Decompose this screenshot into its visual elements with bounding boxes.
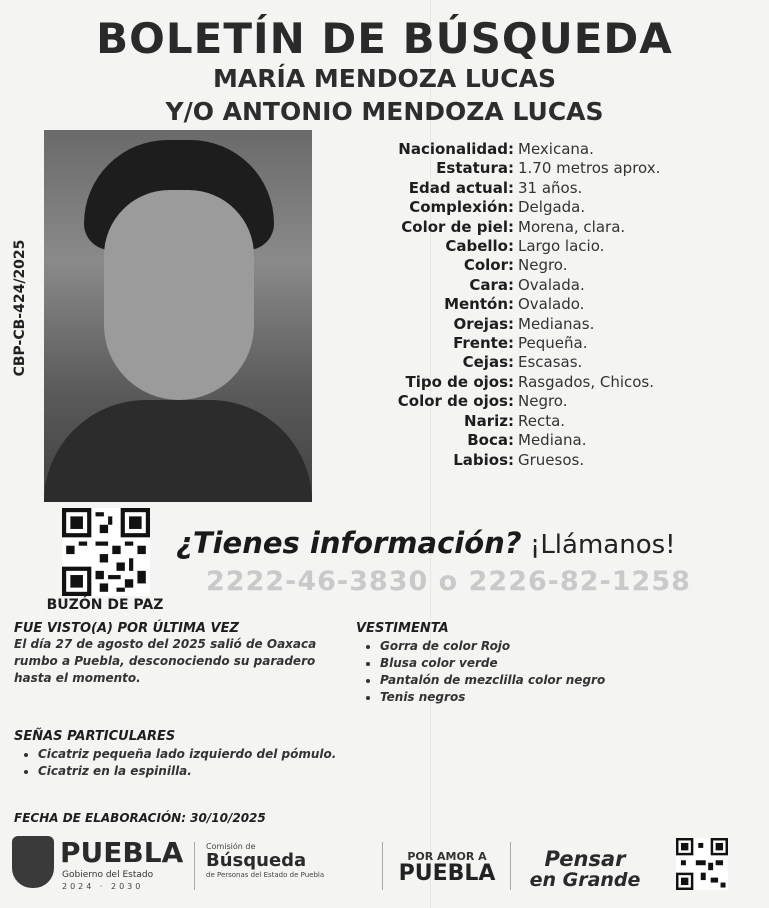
detail-row [330, 295, 760, 314]
detail-row [330, 179, 760, 198]
detail-label: Orejas: [453, 314, 514, 333]
detail-value: Rasgados, Chicos. [518, 372, 655, 391]
detail-row [330, 140, 760, 159]
detail-value: 31 años. [518, 178, 583, 197]
detail-row [330, 218, 760, 237]
detail-value: Morena, clara. [518, 217, 626, 236]
detail-row [330, 431, 760, 450]
detail-label: Color de piel: [401, 217, 514, 236]
detail-value: Recta. [518, 411, 566, 430]
detail-row [330, 198, 760, 217]
footer-logos [0, 832, 769, 902]
physical-details [330, 140, 760, 470]
detail-value: Pequeña. [518, 334, 588, 353]
detail-value: Medianas. [518, 314, 595, 333]
marks-title: SEÑAS PARTICULARES [14, 729, 176, 744]
detail-label: Cejas: [462, 353, 514, 372]
list-item: • Cicatriz pequeña lado izquierdo del pómulo. [38, 746, 514, 763]
call-us: ¡Llámanos! [521, 530, 676, 560]
detail-value: Ovalado. [518, 295, 585, 314]
list-item: • Gorra de color Rojo [380, 638, 656, 655]
list-item: • Tenis negros [380, 689, 656, 706]
puebla-gov-logo: PUEBLA Gobierno del Estado 2024 · 2030 [12, 836, 188, 894]
detail-value: Negro. [518, 392, 568, 411]
detail-label: Frente: [453, 334, 514, 353]
detail-row [330, 256, 760, 275]
list-item: • Blusa color verde [380, 655, 656, 672]
detail-label: Cara: [469, 275, 514, 294]
creation-date: FECHA DE ELABORACIÓN: 30/10/2025 [14, 811, 266, 825]
divider [510, 842, 511, 890]
shield-icon [12, 836, 54, 888]
detail-row [330, 353, 760, 372]
detail-value: Ovalada. [518, 275, 585, 294]
buzon-label: BUZÓN DE PAZ [46, 597, 164, 613]
info-question: ¿Tienes información? [176, 526, 522, 560]
phone-numbers[interactable]: 2222-46-3830 o 2226-82-1258 [206, 566, 691, 597]
detail-label: Nariz: [464, 411, 514, 430]
detail-row [330, 276, 760, 295]
divider [194, 842, 195, 890]
detail-row [330, 373, 760, 392]
detail-row [330, 451, 760, 470]
detail-label: Tipo de ojos: [405, 372, 514, 391]
clothing-section [356, 621, 656, 706]
last-seen-title: FUE VISTO(A) POR ÚLTIMA VEZ [14, 621, 239, 636]
case-folio: CBP-CB-424/2025 [12, 239, 28, 377]
detail-label: Labios: [453, 450, 514, 469]
detail-value: Mexicana. [518, 140, 594, 158]
detail-label: Mentón: [444, 295, 514, 314]
person-name: MARÍA MENDOZA LUCAS [213, 64, 556, 93]
por-amor-puebla-logo: POR AMOR A PUEBLA [398, 850, 496, 886]
detail-row [330, 412, 760, 431]
detail-label: Complexión: [409, 198, 514, 217]
detail-row [330, 392, 760, 411]
list-item: • Pantalón de mezclilla color negro [380, 672, 656, 689]
footer-qr-code[interactable] [676, 838, 728, 890]
detail-value: Negro. [518, 256, 568, 275]
detail-row [330, 315, 760, 334]
detail-label: Color de ojos: [397, 392, 514, 411]
detail-label: Estatura: [436, 159, 514, 178]
last-seen-section [14, 621, 344, 687]
comision-logo: Comisión de Búsqueda de Personas del Estado de Puebla [206, 842, 325, 879]
person-photo [44, 130, 312, 502]
detail-row [330, 237, 760, 256]
distinguishing-marks-section [14, 729, 514, 780]
detail-value: Delgada. [518, 198, 586, 217]
person-alias: Y/O ANTONIO MENDOZA LUCAS [165, 97, 604, 126]
detail-value: 1.70 metros aprox. [518, 159, 661, 178]
detail-value: Mediana. [518, 431, 587, 450]
detail-label: Color: [463, 256, 514, 275]
detail-label: Boca: [467, 431, 514, 450]
divider [382, 842, 383, 890]
info-callout [176, 526, 676, 560]
detail-value: Largo lacio. [518, 237, 605, 256]
detail-value: Escasas. [518, 353, 583, 372]
qr-code[interactable] [62, 508, 150, 596]
pensar-en-grande-logo: Pensar en Grande [529, 847, 641, 891]
list-item: • Cicatriz en la espinilla. [38, 763, 514, 780]
bulletin-title: BOLETÍN DE BÚSQUEDA [96, 14, 673, 63]
detail-label: Nacionalidad: [398, 140, 514, 158]
detail-label: Edad actual: [408, 178, 514, 197]
detail-value: Gruesos. [518, 450, 585, 469]
detail-label: Cabello: [445, 237, 514, 256]
clothing-title: VESTIMENTA [356, 621, 449, 636]
detail-row [330, 334, 760, 353]
detail-row [330, 159, 760, 178]
last-seen-text: El día 27 de agosto del 2025 salió de Oaxaca rumbo a Puebla, desconociendo su paradero hasta el momento. [14, 637, 317, 685]
